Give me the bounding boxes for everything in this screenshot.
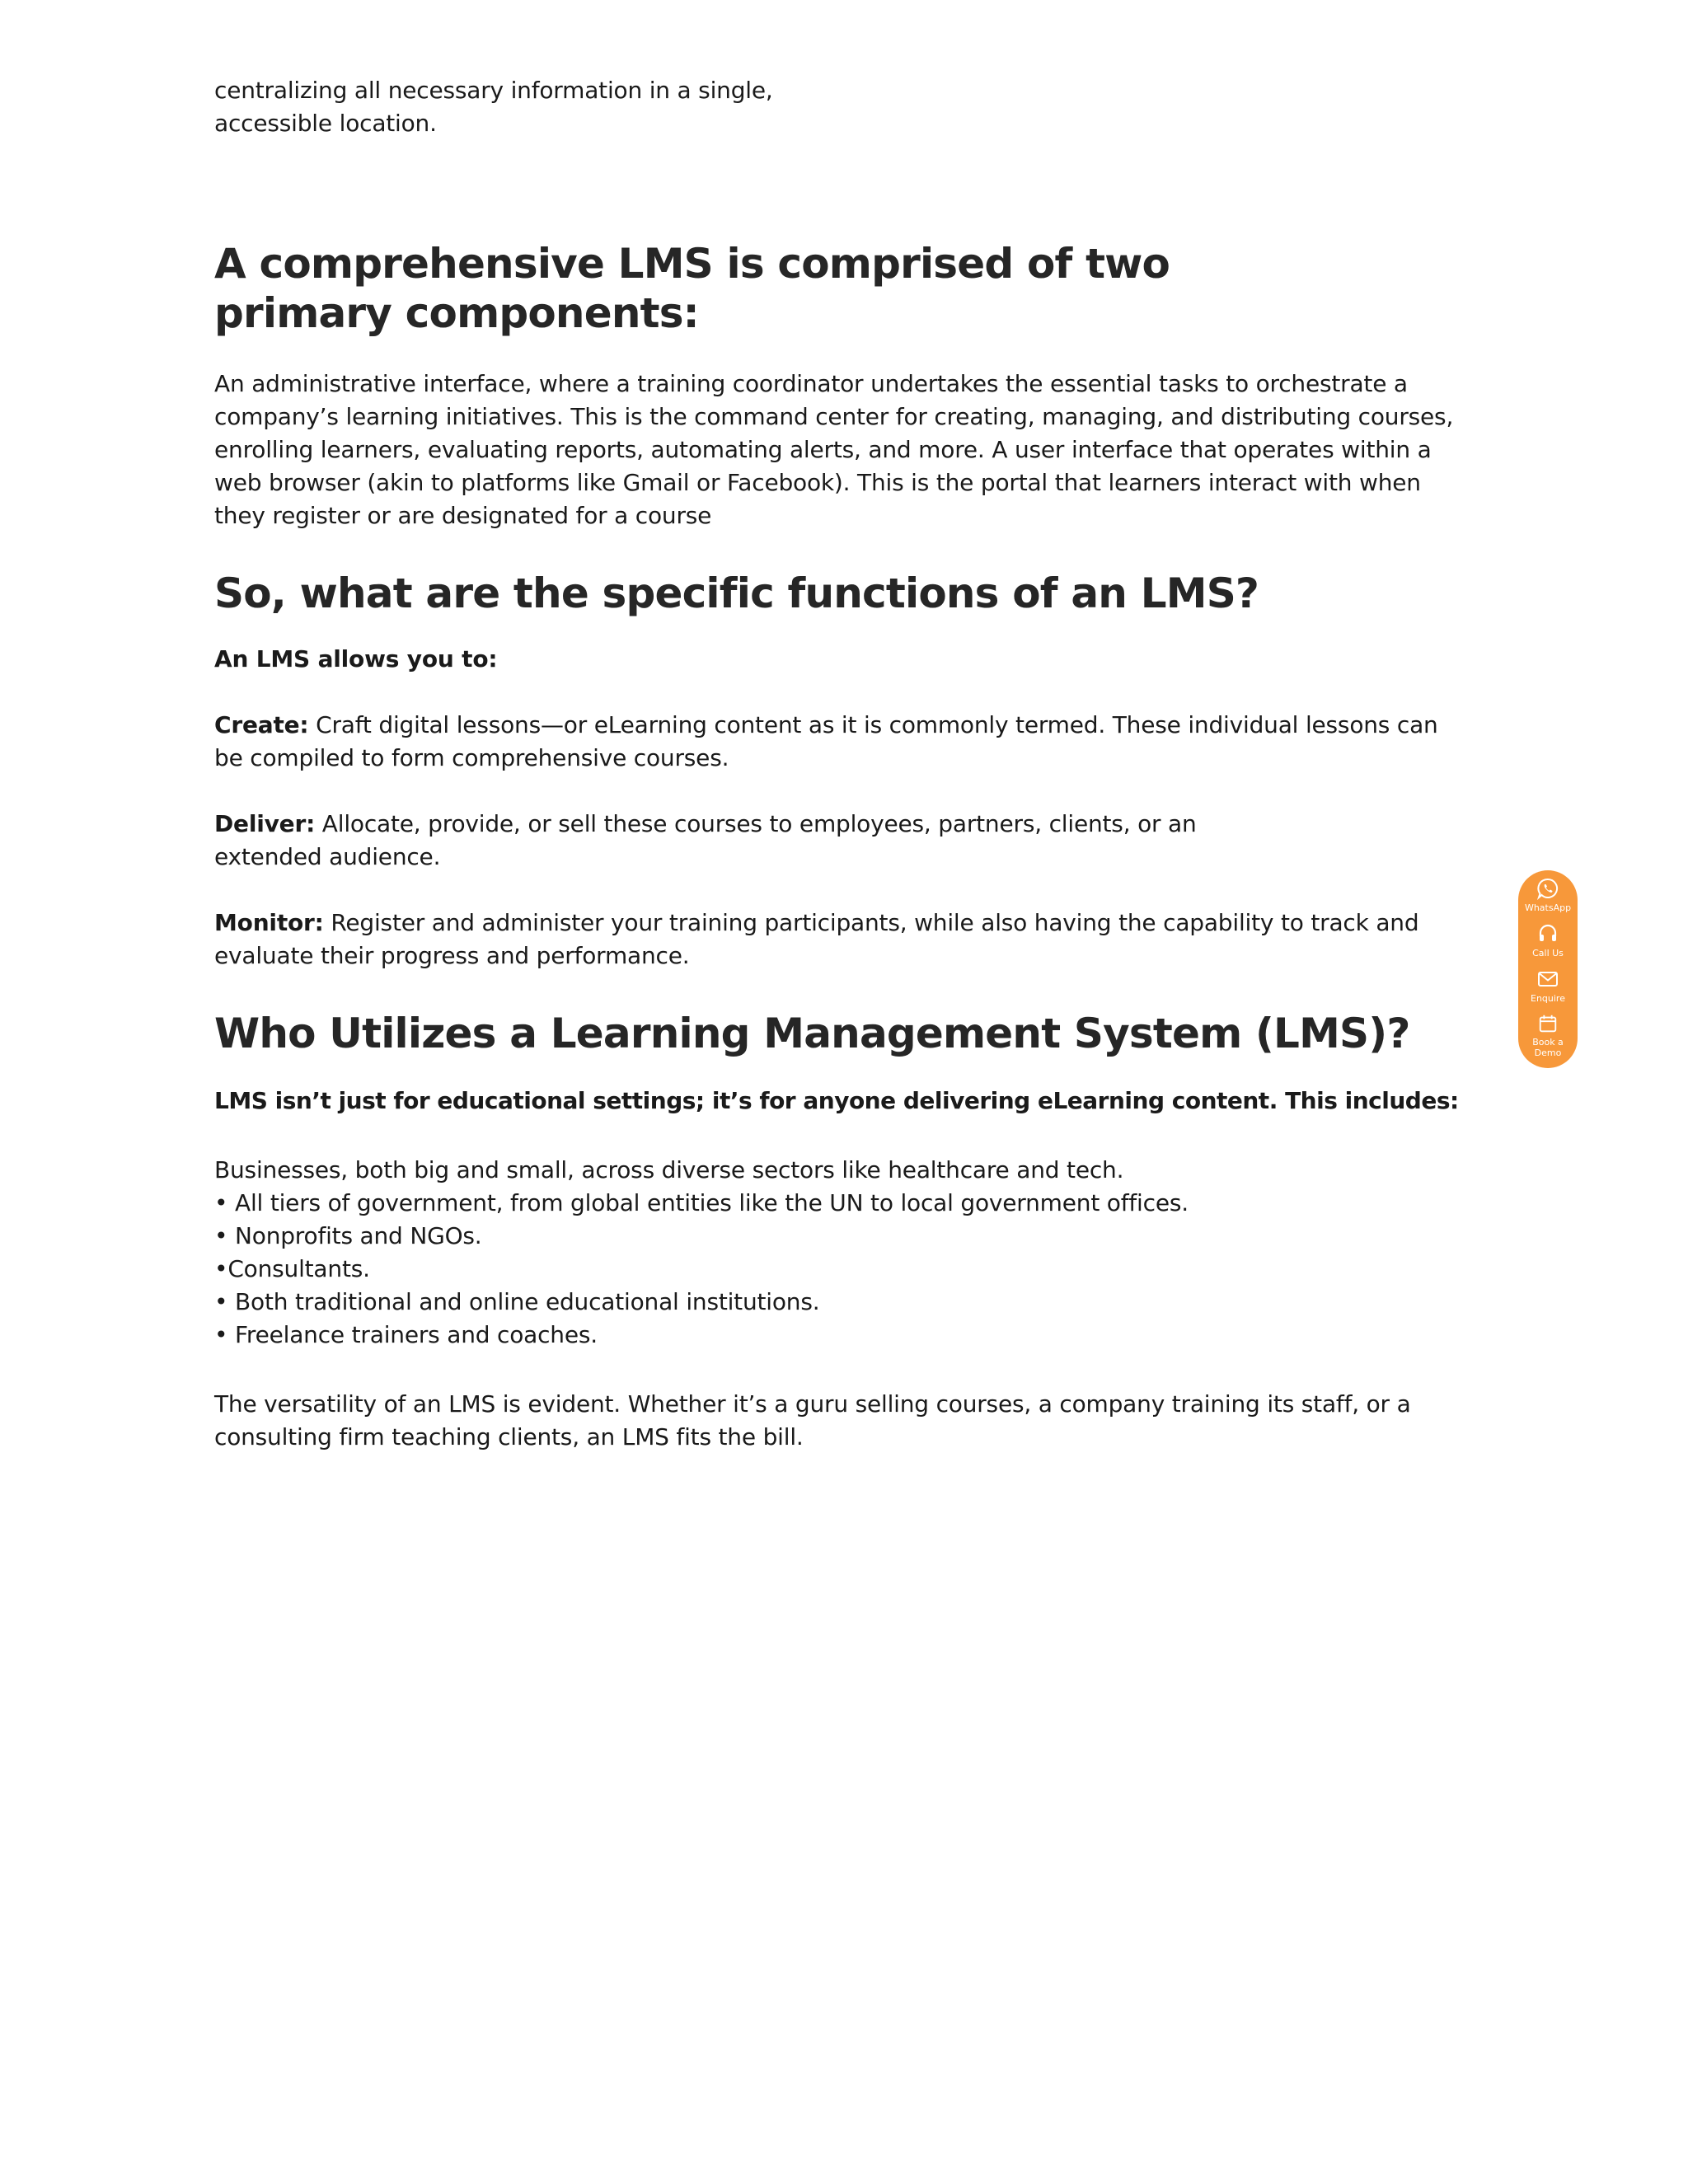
users-list: [214, 1154, 1467, 1352]
widget-label: Call Us: [1532, 948, 1564, 958]
widget-label: Enquire: [1531, 993, 1565, 1004]
headset-icon: [1536, 922, 1559, 945]
intro-line-2: accessible location.: [214, 110, 437, 137]
function-text: Craft digital lessons—or eLearning content as it is commonly termed. These individual lessons can be compiled to form comprehensive courses.: [214, 711, 1438, 771]
enquire-button[interactable]: [1518, 968, 1578, 1013]
function-term: Deliver:: [214, 810, 316, 837]
functions-heading: So, what are the specific functions of an LMS?: [214, 569, 1259, 617]
function-term: Monitor:: [214, 909, 324, 936]
function-text: Allocate, provide, or sell these courses to employees, partners, clients, or an extended audience.: [214, 810, 1197, 870]
list-item: • Both traditional and online educational institutions.: [214, 1288, 820, 1315]
closing-paragraph: The versatility of an LMS is evident. Whether it’s a guru selling courses, a company training its staff, or a consulting firm teaching clients, an LMS fits the bill.: [214, 1390, 1411, 1451]
function-item-deliver: [214, 808, 1286, 874]
intro-line-1: centralizing all necessary information in a single,: [214, 77, 773, 104]
contact-widget: [1518, 870, 1578, 1068]
call-us-button[interactable]: [1518, 922, 1578, 968]
whatsapp-button[interactable]: [1518, 877, 1578, 922]
list-item: • Freelance trainers and coaches.: [214, 1321, 598, 1348]
envelope-icon: [1536, 968, 1559, 991]
function-item-create: [214, 709, 1467, 775]
list-item: Businesses, both big and small, across diverse sectors like healthcare and tech.: [214, 1156, 1124, 1183]
functions-lead: An LMS allows you to:: [214, 645, 498, 673]
list-item: • All tiers of government, from global entities like the UN to local government offices.: [214, 1189, 1189, 1216]
widget-label: Book a Demo: [1532, 1037, 1564, 1058]
list-item: •Consultants.: [214, 1255, 370, 1282]
calendar-icon: [1536, 1013, 1559, 1034]
widget-label: WhatsApp: [1524, 902, 1572, 913]
article-content: [214, 74, 1467, 1454]
function-text: Register and administer your training participants, while also having the capability to track and evaluate their progress and performance.: [214, 909, 1419, 969]
list-item: • Nonprofits and NGOs.: [214, 1222, 482, 1249]
components-heading: A comprehensive LMS is comprised of two primary components:: [214, 240, 1170, 337]
intro-paragraph: [214, 74, 808, 140]
who-lead: LMS isn’t just for educational settings; it’s for anyone delivering eLearning content. This includes:: [214, 1087, 1459, 1114]
who-heading: Who Utilizes a Learning Management System (LMS)?: [214, 1010, 1410, 1057]
function-item-monitor: [214, 907, 1467, 972]
whatsapp-icon: [1536, 877, 1559, 900]
book-demo-button[interactable]: [1518, 1013, 1578, 1058]
components-paragraph: An administrative interface, where a training coordinator undertakes the essential tasks to orchestrate a company’s learning initiatives. This is the command center for creating, managing, and distributing courses, enrolling learners, evaluating reports, automating alerts, and more. A user interface that operates within a web browser (akin to platforms like Gmail or Facebook). This is the portal that learners interact with when they register or are designated for a course: [214, 370, 1454, 529]
function-term: Create:: [214, 711, 309, 738]
